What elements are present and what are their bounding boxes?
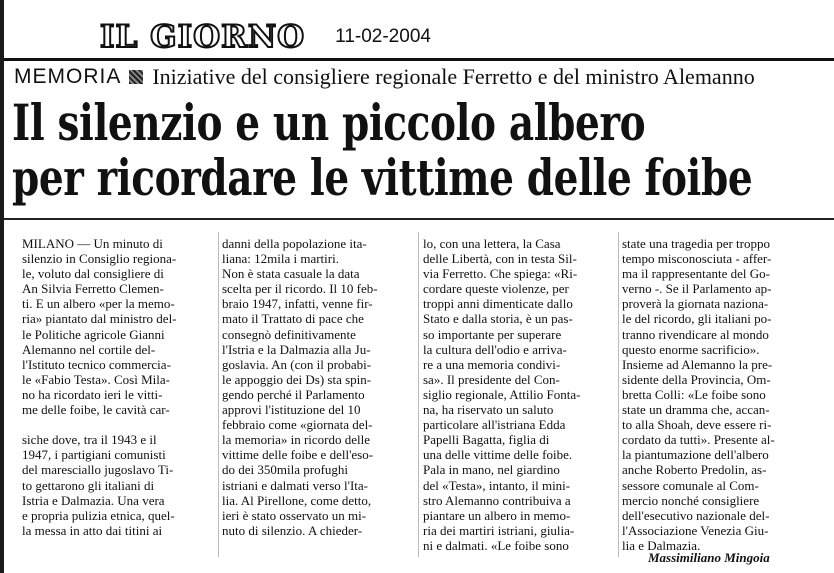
- article-line: ieri è stato osservato un mi-: [222, 507, 367, 523]
- article-line: ti. E un albero «per la memo-: [22, 296, 175, 312]
- article-line: e propria pulizia etnica, quel-: [22, 507, 175, 523]
- article-line: tranno rivendicare al mondo: [622, 326, 769, 342]
- article-line: la messa in atto dai titini ai: [22, 522, 163, 538]
- article-line: tempo misconosciuta - affer-: [622, 251, 772, 267]
- article-line: una delle vittime delle foibe.: [423, 447, 573, 463]
- article-line: delle Libertà, con in testa Sil-: [423, 251, 577, 267]
- column-divider: [218, 232, 219, 557]
- article-line: del «Testa», intanto, il mini-: [423, 477, 571, 493]
- byline: Massimiliano Mingoia: [648, 550, 770, 565]
- article-line: to alla Shoah, deve essere ri-: [622, 417, 772, 433]
- headline-rule: [4, 218, 834, 220]
- article-line: Stato e dalla storia, è un pas-: [423, 311, 573, 327]
- article-line: gendo perché il Parlamento: [222, 386, 365, 402]
- article-line: [22, 417, 214, 432]
- article-line: Insieme ad Alemanno la pre-: [622, 356, 773, 372]
- article-line: lo, con una lettera, la Casa: [423, 236, 561, 251]
- article-line: consegnò definitivamente: [222, 326, 356, 342]
- section-label: MEMORIA: [14, 65, 122, 89]
- top-rule: [4, 58, 834, 61]
- article-line: to gettarono gli italiani di: [22, 477, 155, 493]
- article-line: lia. Al Pirellone, come detto,: [222, 492, 372, 508]
- article-line: le «Fabio Testa». Così Mila-: [22, 371, 170, 387]
- headline-line-1: Il silenzio e un piccolo albero: [12, 93, 646, 152]
- article-line: cordare queste violenze, per: [423, 281, 569, 297]
- article-line: anche Roberto Predolin, as-: [622, 462, 767, 478]
- article-line: l'Associazione Venezia Giu-: [622, 522, 769, 538]
- article-line: l'Istria e la Dalmazia alla Ju-: [222, 341, 371, 357]
- article-line: Istria e Dalmazia. Una vera: [22, 492, 165, 508]
- column-divider: [418, 232, 419, 557]
- article-line: ria dei martiri istriani, giulia-: [423, 522, 575, 538]
- article-line: cordato da tutti». Presente al-: [622, 432, 775, 448]
- article-line: questo enorme sacrificio».: [622, 341, 760, 357]
- article-line: goslavia. An (con il probabi-: [222, 356, 372, 372]
- article-line: liana: 12mila i martiri.: [222, 251, 339, 267]
- article-line: particolare all'istriana Edda: [423, 417, 566, 433]
- article-line: troppi anni dimenticate dallo: [423, 296, 573, 312]
- article-line: la memoria» in ricordo delle: [222, 432, 371, 448]
- article-line: lia e Dalmazia.: [622, 537, 701, 553]
- article-line: le Politiche agricole Gianni: [22, 326, 165, 342]
- article-line: la cultura dell'odio e arriva-: [423, 341, 567, 357]
- article-line: silenzio in Consiglio regiona-: [22, 251, 177, 267]
- article-line: nuto di silenzio. A chieder-: [222, 522, 363, 538]
- article-line: no ha ricordato ieri le vitti-: [22, 386, 163, 402]
- headline-line-2: per ricordare le vittime delle foibe: [12, 148, 753, 207]
- article-line: mato il Trattato di pace che: [222, 311, 364, 327]
- article-line: del maresciallo jugoslavo Ti-: [22, 462, 174, 478]
- kicker: [14, 63, 755, 91]
- article-line: la piantumazione dell'albero: [622, 447, 769, 463]
- masthead: [100, 19, 431, 55]
- article-line: dell'esecutivo nazionale del-: [622, 507, 770, 523]
- article-line: ni e dalmati. «Le foibe sono: [423, 537, 569, 553]
- article-line: state un dramma che, accan-: [622, 402, 770, 418]
- article-line: piantare un albero in memo-: [423, 507, 571, 523]
- article-line: via Ferretto. Che spiega: «Ri-: [423, 266, 578, 282]
- article-line: mercio nonché consigliere: [622, 492, 760, 508]
- article-line: state una tragedia per troppo: [622, 236, 770, 251]
- article-line: verno -. Se il Parlamento ap-: [622, 281, 772, 297]
- article-line: istriani e dalmati verso l'Ita-: [222, 477, 369, 493]
- article-line: le del ricordo, gli italiani po-: [622, 311, 772, 327]
- article-line: vittime delle foibe e dell'eso-: [222, 447, 374, 463]
- article-line: siglio regionale, Attilio Fonta-: [423, 386, 581, 402]
- article-line: proverà la giornata naziona-: [622, 296, 769, 312]
- article-line: An Silvia Ferretto Clemen-: [22, 281, 164, 297]
- article-line: MILANO — Un minuto di: [22, 236, 163, 251]
- article-line: Pala in mano, nel giardino: [423, 462, 560, 478]
- article-line: sa». Il presidente del Con-: [423, 371, 560, 387]
- column-divider: [618, 232, 619, 557]
- article-line: le appoggio dei Ds) sta spin-: [222, 371, 372, 387]
- article-column-2: [222, 236, 414, 538]
- article-line: sessore comunale al Com-: [622, 477, 759, 493]
- article-line: so importante per superare: [423, 326, 562, 342]
- article-line: siche dove, tra il 1943 e il: [22, 432, 157, 448]
- article-line: stro Alemanno contribuiva a: [423, 492, 571, 508]
- headline: [12, 95, 823, 205]
- article-line: re a una memoria condivi-: [423, 356, 561, 372]
- article-line: me delle foibe, le cavità car-: [22, 402, 170, 418]
- article-line: ria» piantato dal ministro del-: [22, 311, 177, 327]
- page-border: [0, 0, 4, 573]
- article-column-1: [22, 236, 214, 538]
- article-column-3: [423, 236, 615, 553]
- article-line: le, voluto dal consigliere di: [22, 266, 164, 282]
- article-line: bretta Colli: «Le foibe sono: [622, 386, 766, 402]
- article-column-4: [622, 236, 814, 553]
- article-line: braio 1947, infatti, venne fir-: [222, 296, 373, 312]
- issue-date: 11-02-2004: [335, 26, 431, 47]
- article-line: na, ha riservato un saluto: [423, 402, 554, 418]
- article-line: danni della popolazione ita-: [222, 236, 367, 251]
- article-line: sidente della Provincia, Om-: [622, 371, 771, 387]
- article-line: 1947, i partigiani comunisti: [22, 447, 166, 463]
- article-line: Non è stata casuale la data: [222, 266, 360, 282]
- kicker-text: Iniziative del consigliere regionale Ferretto e del ministro Alemanno: [152, 64, 755, 90]
- article-line: Papelli Bagatta, figlia di: [423, 432, 550, 448]
- kicker-square-icon: [129, 70, 143, 84]
- article-line: ma il rappresentante del Go-: [622, 266, 770, 282]
- article-line: scelta per il ricordo. Il 10 feb-: [222, 281, 378, 297]
- article-line: approvi l'istituzione del 10: [222, 402, 361, 418]
- article-line: Alemanno nel cortile del-: [22, 341, 156, 357]
- article-line: do dei 350mila profughi: [222, 462, 349, 478]
- article-line: l'Istituto tecnico commercia-: [22, 356, 171, 372]
- newspaper-logo: IL GIORNO: [100, 19, 306, 55]
- article-line: febbraio come «giornata del-: [222, 417, 373, 433]
